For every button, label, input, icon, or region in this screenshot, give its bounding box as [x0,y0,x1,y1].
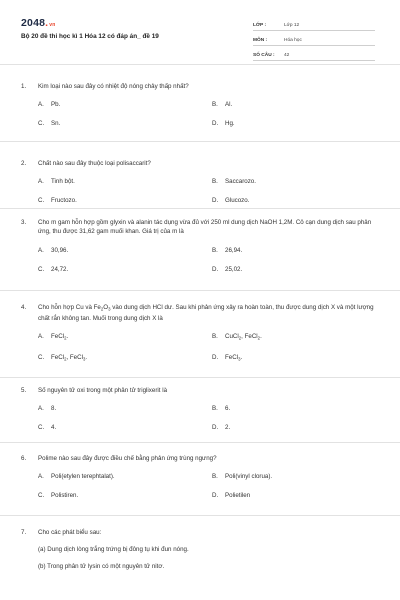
question-7 [0,516,400,571]
question-stem [21,386,379,395]
question-stem [21,528,379,537]
option-b[interactable]: B. Poli(vinyl clorua). [212,473,273,481]
question-6 [0,443,400,515]
statement-item: (b) Trong phân tử lysin có một nguyên tử nitơ. [38,563,165,571]
option-d[interactable]: D. Polietilen [212,492,251,500]
answer-options [38,333,379,363]
meta-value: Lớp 12 [284,23,300,28]
question-5 [0,378,400,442]
option-d[interactable]: D. 25,02. [212,265,243,273]
question-stem [21,218,379,237]
question-number: 4. [21,304,27,311]
option-d[interactable]: D. Glucozo. [212,197,250,205]
question-text: Kim loại nào sau đây có nhiệt độ nóng chảy thấp nhất? [38,83,189,90]
option-b[interactable]: B. 6. [212,405,231,413]
option-c[interactable]: C. FeCl$_2$, FeCl$_3$. [38,353,88,362]
question-number: 3. [21,219,27,226]
question-text: Cho hỗn hợp Cu và $Fe_2O_3$ vào dung dịch HCl dư. Sau khi phản ứng xảy ra hoàn toàn, thu được dung dịch X và một lượng chất rắn không tan. Muối trong dung dịch X là [38,304,374,322]
option-d[interactable]: D. Hg. [212,120,235,128]
meta-value: Hóa học [284,38,302,43]
answer-options [38,101,379,128]
option-d[interactable]: D. 2. [212,424,231,432]
question-2 [0,142,400,208]
question-number: 5. [21,387,27,394]
meta-label: SỐ CÂU : [253,53,275,58]
option-c[interactable]: C. Sn. [38,120,61,128]
question-text: Cho m gam hỗn hợp gồm glyxin và alanin tác dụng vừa đủ với 250 ml dung dịch NaOH 1,2M. Cô cạn dung dịch sau phản ứng, thu được 31,62 gam muối khan. Giá trị của m là [38,219,372,236]
question-stem [21,454,379,463]
option-a[interactable]: A. FeCl$_2$. [38,333,69,341]
question-1 [0,65,400,141]
site-logo[interactable]: 2048.vn [21,17,56,29]
meta-subject [253,32,375,46]
option-c[interactable]: C. 4. [38,424,57,432]
option-b[interactable]: B. 26,94. [212,246,243,254]
question-stem [21,303,379,323]
question-stem [21,82,379,91]
option-b[interactable]: B. CuCl$_2$, FeCl$_2$. [212,333,262,341]
question-number: 2. [21,160,27,167]
meta-question-count [253,47,375,61]
option-c[interactable]: C. Fructozo. [38,197,77,205]
option-d[interactable]: D. FeCl$_3$. [212,353,243,362]
document-header [0,0,400,64]
question-number: 6. [21,455,27,462]
question-number: 1. [21,83,27,90]
statement-list [38,545,379,571]
option-c[interactable]: C. 24,72. [38,265,69,273]
question-4 [0,291,400,377]
option-a[interactable]: A. Poli(etylen terephtalat). [38,473,115,481]
answer-options [38,178,379,205]
option-a[interactable]: A. 8. [38,405,57,413]
document-meta [253,17,375,61]
meta-value: 42 [284,53,290,58]
question-3 [0,209,400,290]
meta-label: MÔN : [253,38,268,43]
question-text: Cho các phát biểu sau: [38,529,102,536]
question-text: Chất nào sau đây thuộc loại polisaccarit? [38,160,151,167]
option-b[interactable]: B. Saccarozo. [212,178,256,186]
question-stem [21,159,379,168]
answer-options [38,247,379,274]
meta-class [253,17,375,31]
option-a[interactable]: A. 30,96. [38,246,69,254]
option-c[interactable]: C. Polistiren. [38,492,79,500]
option-a[interactable]: A. Tinh bột. [38,178,75,186]
statement-item: (a) Dung dịch lòng trắng trứng bị đông tụ khi đun nóng. [38,546,189,554]
answer-options [38,405,379,432]
question-text: Polime nào sau đây được điều chế bằng phản ứng trùng ngưng? [38,455,217,462]
document-title: Bộ 20 đề thi học kì 1 Hóa 12 có đáp án_ đề 19 [21,33,159,40]
question-number: 7. [21,529,27,536]
option-a[interactable]: A. Pb. [38,101,61,109]
answer-options [38,473,379,500]
question-text: Số nguyên tử oxi trong một phân tử triglixerit là [38,387,168,394]
option-b[interactable]: B. Al. [212,101,233,109]
meta-label: LỚP : [253,23,267,28]
